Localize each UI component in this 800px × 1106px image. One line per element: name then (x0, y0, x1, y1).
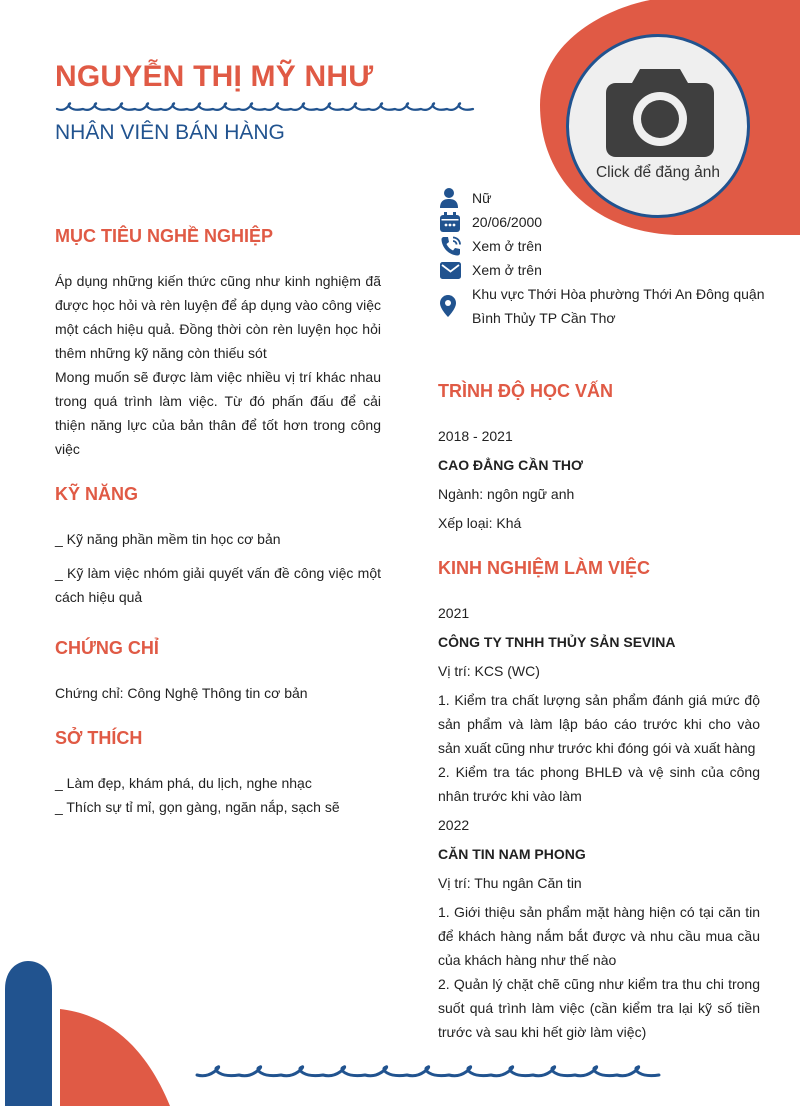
right-column (438, 379, 760, 1044)
envelope-icon (440, 258, 466, 282)
objective-paragraph-1: Áp dụng những kiến thức cũng như kinh nghiệm đã được học hỏi và rèn luyện để áp dụng vào công việc một cách hiệu quả. Đồng thời còn rèn luyện học hỏi thêm những kỹ năng còn thiếu sót (55, 273, 381, 361)
hobby-item: _ Làm đẹp, khám phá, du lịch, nghe nhạc (55, 775, 312, 791)
job-year: 2022 (438, 817, 470, 833)
phone-icon (440, 234, 466, 258)
job-position: Vị trí: KCS (WC) (438, 663, 540, 679)
skills-heading: KỸ NĂNG (55, 484, 139, 504)
decorative-corner-bottom-left (0, 961, 180, 1106)
hobby-item: _ Thích sự tỉ mỉ, gọn gàng, ngăn nắp, sạch sẽ (55, 799, 340, 815)
contact-address (440, 282, 770, 330)
address-line-2: Bình Thủy TP Cần Thơ (472, 310, 616, 326)
education-grade: Xếp loại: Khá (438, 515, 522, 531)
decorative-squiggle-top (55, 98, 475, 116)
squiggle-line (197, 1067, 659, 1076)
job-position: Vị trí: Thu ngân Căn tin (438, 875, 582, 891)
left-column (55, 224, 381, 819)
job-entry (438, 813, 760, 1044)
contact-birthday (440, 210, 770, 234)
job-title: NHÂN VIÊN BÁN HÀNG (55, 121, 285, 144)
job-duty: 1. Giới thiệu sản phẩm mặt hàng hiện có tại căn tin để khách hàng nắm bắt được và nhu cầu mua cầu của khách hàng như thế nào (438, 904, 760, 968)
calendar-icon (440, 210, 466, 234)
job-duty: 1. Kiểm tra chất lượng sản phẩm đánh giá mức độ sản phẩm và làm lập báo cáo trước khi cho vào sản xuất cũng như trước khi đóng gói và xuất hàng (438, 692, 760, 756)
job-year: 2021 (438, 605, 470, 621)
education-major: Ngành: ngôn ngữ anh (438, 486, 575, 502)
job-duty: 2. Kiểm tra tác phong BHLĐ và vệ sinh của công nhân trước khi vào làm (438, 764, 760, 804)
address-line-1: Khu vực Thới Hòa phường Thới An Đông quận (472, 286, 765, 302)
education-heading: TRÌNH ĐỘ HỌC VẤN (438, 381, 613, 401)
objective-paragraph-2: Mong muốn sẽ được làm việc nhiều vị trí khác nhau trong quá trình làm việc. Từ đó phấn đấu để cải thiện năng lực của bản thân để tốt hơn trong công việc (55, 369, 381, 457)
job-company: CĂN TIN NAM PHONG (438, 846, 586, 862)
experience-heading: KINH NGHIỆM LÀM VIỆC (438, 558, 651, 578)
job-duty: 2. Quản lý chặt chẽ cũng như kiểm tra thu chi trong suốt quá trình làm việc (cần kiểm tra lại kỹ số tiền trước và sau khi hết giờ làm việc) (438, 976, 760, 1040)
objective-heading: MỤC TIÊU NGHỀ NGHIỆP (55, 226, 274, 246)
contact-gender (440, 186, 770, 210)
contact-info (440, 186, 770, 330)
person-icon (440, 186, 466, 210)
phone-value: Xem ở trên (472, 238, 542, 254)
camera-icon (606, 65, 714, 157)
skill-item: _ Kỹ làm việc nhóm giải quyết vấn đề công việc một cách hiệu quả (55, 565, 381, 605)
email-value: Xem ở trên (472, 262, 542, 278)
hobbies-heading: SỞ THÍCH (55, 728, 143, 748)
job-company: CÔNG TY TNHH THỦY SẢN SEVINA (438, 634, 676, 650)
birthday-value: 20/06/2000 (472, 214, 543, 230)
certificate-item: Chứng chỉ: Công Nghệ Thông tin cơ bản (55, 685, 308, 701)
candidate-name: NGUYỄN THỊ MỸ NHƯ (55, 60, 374, 93)
skill-item: _ Kỹ năng phần mềm tin học cơ bản (55, 531, 281, 547)
education-school: CAO ĐẲNG CẦN THƠ (438, 457, 583, 473)
contact-email (440, 258, 770, 282)
map-pin-icon (440, 282, 466, 330)
decorative-squiggle-bottom (195, 1060, 700, 1086)
certificates-heading: CHỨNG CHỈ (55, 638, 159, 658)
contact-phone (440, 234, 770, 258)
job-entry (438, 601, 760, 808)
address-value (472, 282, 765, 330)
photo-upload-caption: Click để đăng ảnh (595, 164, 721, 181)
gender-value: Nữ (472, 190, 492, 206)
education-period: 2018 - 2021 (438, 428, 513, 444)
squiggle-line (57, 103, 473, 110)
